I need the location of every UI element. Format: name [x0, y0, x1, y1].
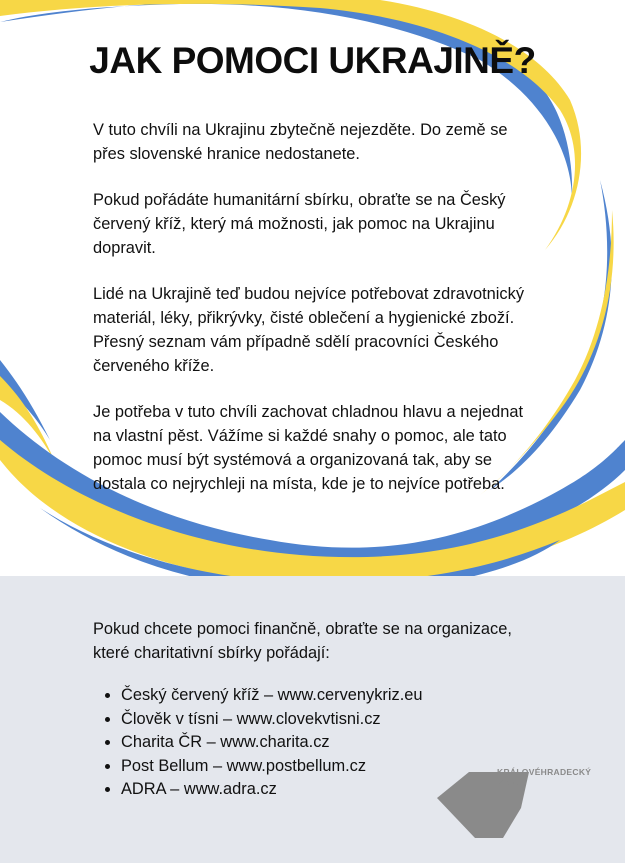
paragraph: V tuto chvíli na Ukrajinu zbytečně nejezděte. Do země se přes slovenské hranice nedostanete. [93, 121, 508, 163]
paragraph: Lidé na Ukrajině teď budou nejvíce potřebovat zdravotnický materiál, léky, přikrývky, čisté oblečení a hygienické zboží. Přesný seznam vám případně sdělí pracovníci Českého červeného kříže. [93, 285, 525, 375]
page-title: JAK POMOCI UKRAJINĚ? [89, 40, 536, 81]
list-item: • Člověk v tísni – www.clovekvtisni.cz [121, 708, 533, 732]
main-content [93, 118, 533, 518]
list-item: • Český červený kříž – www.cervenykriz.eu [121, 684, 533, 708]
kraj-logo-text [497, 767, 597, 789]
list-item: • ADRA – www.adra.cz [121, 778, 533, 802]
logo-line-2: KRAJ [497, 778, 522, 788]
list-item: • Post Bellum – www.postbellum.cz [121, 755, 533, 779]
finance-intro: Pokud chcete pomoci finančně, obraťte se na organizace, které charitativní sbírky pořádají: [93, 620, 512, 662]
paragraph: Pokud pořádáte humanitární sbírku, obraťte se na Český červený kříž, který má možnosti, jak pomoc na Ukrajinu dopravit. [93, 191, 506, 257]
paragraph: Je potřeba v tuto chvíli zachovat chladnou hlavu a nejednat na vlastní pěst. Vážíme si každé snahy o pomoc, ale tato pomoc musí být systémová a organizovaná tak, aby se dostala co nejrychleji na místa, kde je to nejvíce potřeba. [93, 403, 524, 493]
logo-line-1: KRÁLOVÉHRADECKÝ [497, 767, 592, 777]
list-item: • Charita ČR – www.charita.cz [121, 731, 533, 755]
